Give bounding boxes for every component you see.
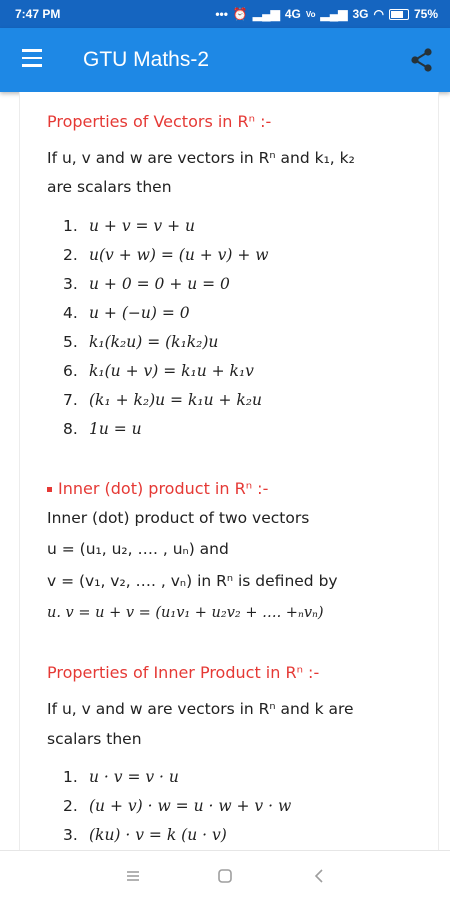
list-item: 7. (k₁ + k₂)u = k₁u + k₂u [63, 391, 262, 409]
list-item: 3. u + 0 = 0 + u = 0 [63, 275, 230, 293]
content-card [19, 92, 439, 850]
menu-icon[interactable] [22, 49, 44, 71]
back-icon[interactable] [308, 865, 330, 887]
volte-icon: Vo [305, 9, 316, 19]
network-3g-label: 3G [352, 7, 369, 21]
section2-line4: u. v = u + v = (u₁v₁ + u₂v₂ + …. +ₙvₙ) [47, 605, 324, 621]
wifi-icon: ◠ [373, 7, 384, 21]
alarm-icon: ⏰ [232, 7, 248, 21]
section1-intro-line2: are scalars then [47, 178, 172, 196]
list-item: 2. u(v + w) = (u + v) + w [63, 246, 269, 264]
battery-percent: 75% [413, 7, 438, 21]
section1-heading: Properties of Vectors in Rⁿ :- [47, 112, 272, 131]
status-time: 7:47 PM [15, 7, 61, 21]
section2-heading: Inner (dot) product in Rⁿ :- [47, 478, 268, 500]
more-dots-icon: ••• [215, 7, 228, 21]
network-4g-label: 4G [284, 7, 301, 21]
section2-line3: v = (v₁, v₂, …. , vₙ) in Rⁿ is defined by [47, 572, 338, 590]
list-item: 6. k₁(u + v) = k₁u + k₁v [63, 362, 254, 380]
signal-icon: ▂▄▆ [252, 7, 280, 21]
bullet-icon [47, 487, 52, 492]
section2-line2: u = (u₁, u₂, …. , uₙ) and [47, 540, 229, 558]
section3-intro-line2: scalars then [47, 730, 142, 748]
signal-icon-2: ▂▄▆ [320, 7, 348, 21]
section3-list [47, 763, 432, 850]
section1-list [47, 212, 432, 444]
list-item: 2. (u + v) · w = u · w + v · w [63, 797, 292, 815]
list-item: 3. (ku) · v = k (u · v) [63, 826, 227, 844]
status-bar [0, 0, 450, 28]
list-item: 8. 1u = u [63, 420, 142, 438]
system-nav-bar [0, 850, 450, 901]
recents-menu-icon[interactable] [122, 865, 144, 887]
list-item: 1. u · v = v · u [63, 768, 179, 786]
app-bar [0, 28, 450, 92]
list-item: 1. u + v = v + u [63, 217, 196, 235]
section3-intro-line1: If u, v and w are vectors in Rⁿ and k are [47, 700, 354, 718]
list-item: 5. k₁(k₂u) = (k₁k₂)u [63, 333, 219, 351]
battery-icon [389, 9, 409, 20]
section1-intro-line1: If u, v and w are vectors in Rⁿ and k₁, k₂ [47, 149, 355, 167]
section2-line1: Inner (dot) product of two vectors [47, 509, 310, 527]
share-icon[interactable] [408, 46, 436, 74]
list-item: 4. u + (−u) = 0 [63, 304, 190, 322]
app-title: GTU Maths-2 [83, 48, 210, 71]
status-icons [215, 7, 438, 21]
home-icon[interactable] [214, 865, 236, 887]
section3-heading: Properties of Inner Product in Rⁿ :- [47, 663, 320, 682]
